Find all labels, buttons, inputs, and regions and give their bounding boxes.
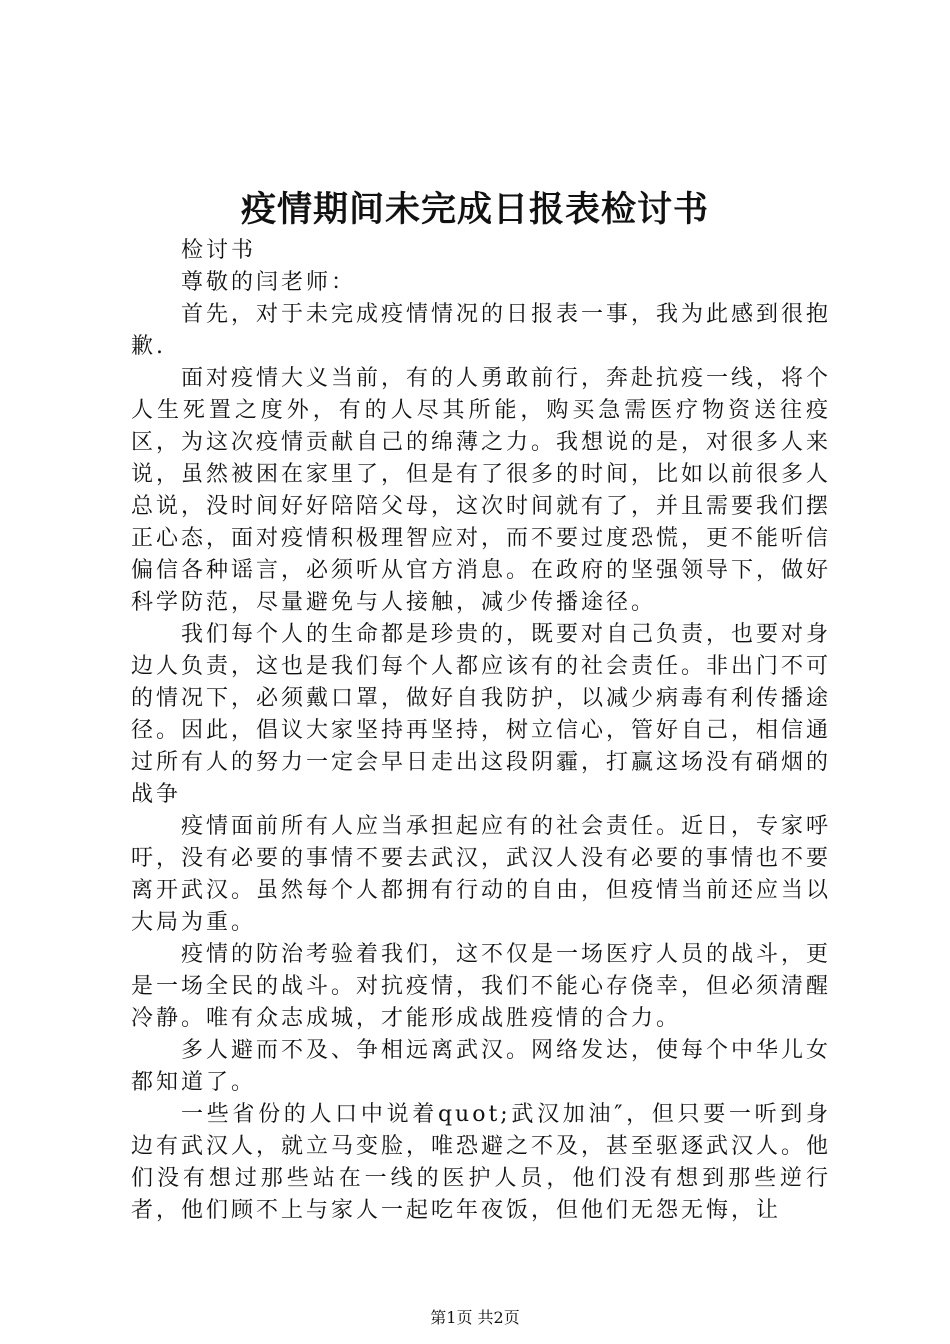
document-body bbox=[131, 235, 831, 1227]
paragraph: 疫情面前所有人应当承担起应有的社会责任。近日，专家呼吁，没有必要的事情不要去武汉，武汉人没有必要的事情也不要离开武汉。虽然每个人都拥有行动的自由，但疫情当前还应当以大局为重。 bbox=[131, 814, 832, 935]
page-number-footer: 第1页 共2页 bbox=[430, 1308, 520, 1327]
paragraph: 首先，对于未完成疫情情况的日报表一事，我为此感到很抱歉. bbox=[131, 302, 832, 359]
paragraph: 我们每个人的生命都是珍贵的，既要对自己负责，也要对身边人负责，这也是我们每个人都应该有的社会责任。非出门不可的情况下，必须戴口罩，做好自我防护，以减少病毒有利传播途径。因此，倡议大家坚持再坚持，树立信心，管好自己，相信通过所有人的努力一定会早日走出这段阴霾，打赢这场没有硝烟的战争 bbox=[131, 622, 832, 807]
paragraph: 多人避而不及、争相远离武汉。网络发达，使每个中华儿女都知道了。 bbox=[131, 1038, 832, 1095]
paragraph: 面对疫情大义当前，有的人勇敢前行，奔赴抗疫一线，将个人生死置之度外，有的人尽其所能，购买急需医疗物资送往疫区，为这次疫情贡献自己的绵薄之力。我想说的是，对很多人来说，虽然被困在家里了，但是有了很多的时间，比如以前很多人总说，没时间好好陪陪父母，这次时间就有了，并且需要我们摆正心态，面对疫情积极理智应对，而不要过度恐慌，更不能听信偏信各种谣言，必须听从官方消息。在政府的坚强领导下，做好科学防范，尽量避免与人接触，减少传播途径。 bbox=[131, 366, 832, 615]
paragraph-salutation: 尊敬的闫老师： bbox=[181, 270, 357, 295]
paragraph-heading: 检讨书 bbox=[181, 238, 257, 263]
document-title: 疫情期间未完成日报表检讨书 bbox=[240, 189, 709, 230]
paragraph: 疫情的防治考验着我们，这不仅是一场医疗人员的战斗，更是一场全民的战斗。对抗疫情，我们不能心存侥幸，但必须清醒冷静。唯有众志成城，才能形成战胜疫情的合力。 bbox=[131, 942, 832, 1031]
paragraph: 一些省份的人口中说着quot;武汉加油″，但只要一听到身边有武汉人，就立马变脸，唯恐避之不及，甚至驱逐武汉人。他们没有想过那些站在一线的医护人员，他们没有想到那些逆行者，他们顾不上与家人一起吃年夜饭，但他们无怨无悔，让 bbox=[131, 1102, 832, 1223]
